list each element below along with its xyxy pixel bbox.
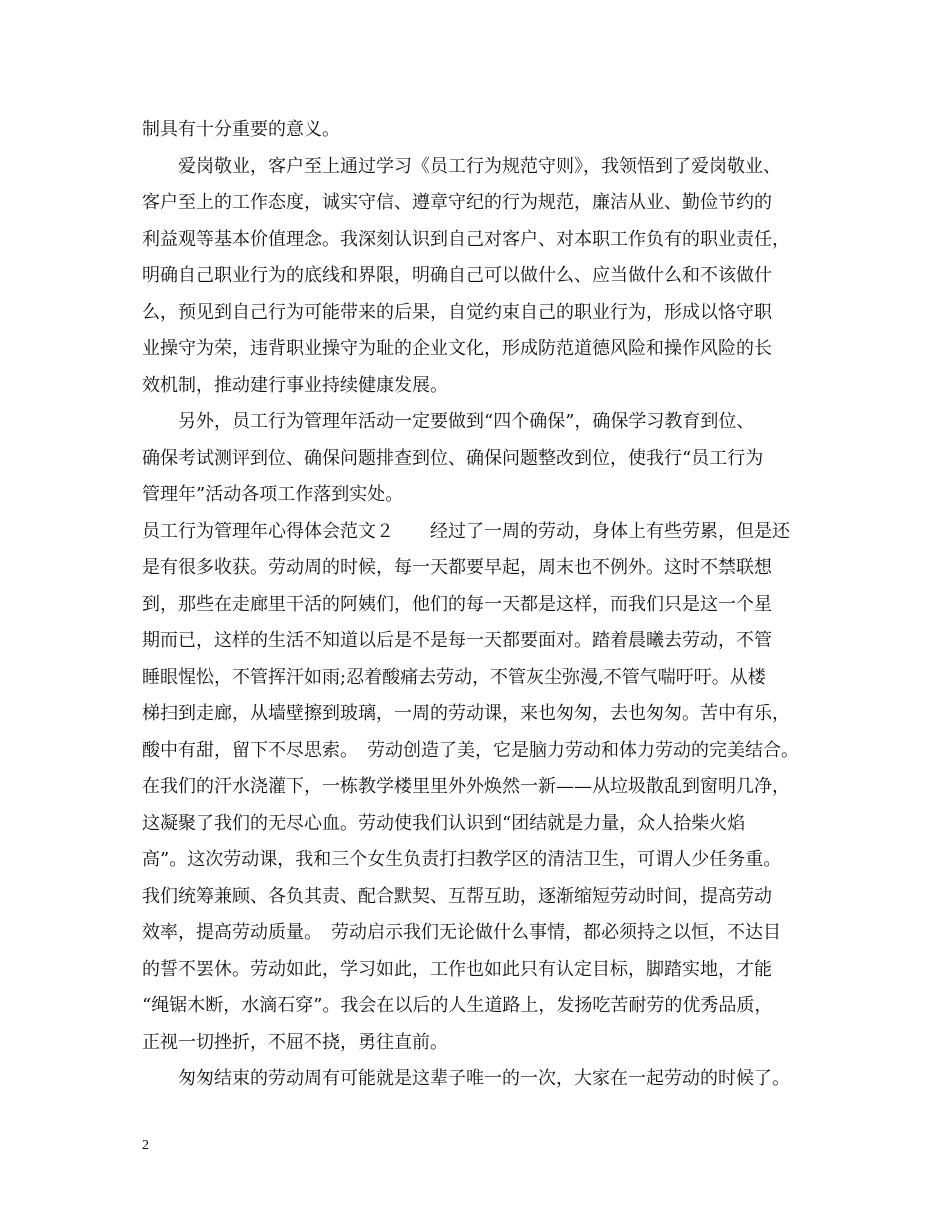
text-line: 业操守为荣，违背职业操守为耻的企业文化，形成防范道德风险和操作风险的长 [142,338,772,359]
text-line: 我们统筹兼顾、各负其责、配合默契、互帮互助，逐渐缩短劳动时间，提高劳动 [142,885,772,907]
text-line: 期而已，这样的生活不知道以后是不是每一天都要面对。踏着晨曦去劳动，不管 [142,630,772,651]
text-line: 这凝聚了我们的无尽心血。劳动使我们认识到“团结就是力量，众人拾柴火焰 [142,812,746,834]
text-line: 效率，提高劳动质量。 劳动启示我们无论做什么事情，都必须持之以恒，不达目 [142,922,781,943]
text-line: 爱岗敬业，客户至上通过学习《员工行为规范守则》，我领悟到了爱岗敬业、 [178,155,781,177]
text-line: 另外，员工行为管理年活动一定要做到“四个确保”，确保学习教育到位、 [178,411,755,432]
text-line: “绳锯木断，水滴石穿”。我会在以后的人生道路上，发扬吃苦耐劳的优秀品质， [142,995,773,1016]
text-line: 匆匆结束的劳动周有可能就是这辈子唯一的一次，大家在一起劳动的时候了。 [178,1068,790,1089]
text-line: 员工行为管理年心得体会范文２ 经过了一周的劳动，身体上有些劳累，但是还 [142,520,790,542]
text-line: 到，那些在走廊里干活的阿姨们，他们的每一天都是这样，而我们只是这一个星 [142,593,772,615]
text-line: 么，预见到自己行为可能带来的后果，自觉约束自己的职业行为，形成以恪守职 [142,301,772,323]
text-line: 的誓不罢休。劳动如此，学习如此，工作也如此只有认定目标，脚踏实地，才能 [142,958,772,980]
text-line: 效机制，推动建行事业持续健康发展。 [142,374,448,396]
text-line: 梯扫到走廊，从墙壁擦到玻璃，一周的劳动课，来也匆匆，去也匆匆。苦中有乐， [142,703,790,724]
text-line: 高”。这次劳动课，我和三个女生负责打扫教学区的清洁卫生，可谓人少任务重。 [142,849,782,870]
text-line: 确保考试测评到位、确保问题排查到位、确保问题整改到位，使我行“员工行为 [142,447,764,469]
text-line: 在我们的汗水浇灌下，一栋教学楼里里外外焕然一新——从垃圾散乱到窗明几净， [142,776,790,797]
text-line: 客户至上的工作态度，诚实守信、遵章守纪的行为规范，廉洁从业、勤俭节约的 [142,192,772,213]
text-line: 是有很多收获。劳动周的时候，每一天都要早起，周末也不例外。这时不禁联想 [142,557,772,578]
text-line: 制具有十分重要的意义。 [142,119,340,140]
text-line: 明确自己职业行为的底线和界限，明确自己可以做什么、应当做什么和不该做什 [142,265,772,286]
text-line: 正视一切挫折，不屈不挠，勇往直前。 [142,1031,448,1053]
text-line: 管理年”活动各项工作落到实处。 [142,484,404,505]
text-line: 酸中有甜，留下不尽思索。 劳动创造了美，它是脑力劳动和体力劳动的完美结合。 [142,739,799,761]
text-line: 睡眼惺忪，不管挥汗如雨;忍着酸痛去劳动，不管灰尘弥漫,不管气喘吁吁。从楼 [142,666,766,688]
text-line: 利益观等基本价值理念。我深刻认识到自己对客户、对本职工作负有的职业责任， [142,228,790,250]
page-number: 2 [142,1138,149,1153]
document-body [142,112,832,1098]
